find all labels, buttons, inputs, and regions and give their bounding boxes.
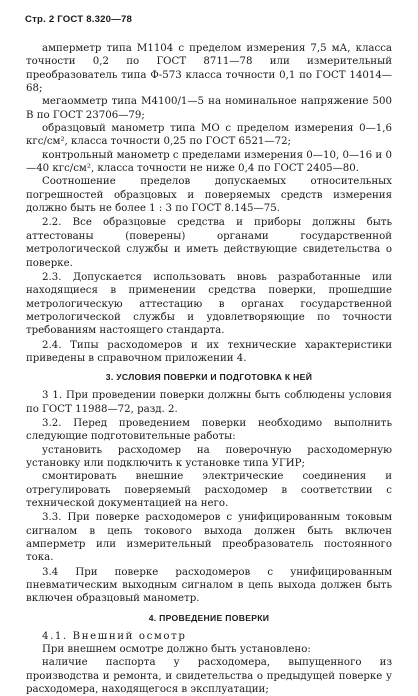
section-3-title: 3. УСЛОВИЯ ПОВЕРКИ И ПОДГОТОВКА К НЕЙ [105, 372, 313, 383]
document-page [25, 14, 392, 696]
paragraph-2-3: 2.3. Допускается использовать вновь разработанные или находящиеся в применении средства поверки, прошедшие метрологическую аттестацию в органах государственной метрологической службы и удовлетворяющие по точности требованиям настоящего стандарта. [26, 271, 392, 337]
subsection-4-1-title: 4.1. Внешний осмотр [42, 630, 187, 642]
paragraph-3-1: 3 1. При проведении поверки должны быть соблюдены условия по ГОСТ 11988—72, разд. 2. [26, 390, 392, 415]
paragraph-install-flowmeter: установить расходомер на поверочную расходомерную установку или подключить к установке типа УГИР; [26, 444, 392, 469]
paragraph-2-2: 2.2. Все образцовые средства и приборы должны быть аттестованы (поверены) органами государственной метрологической службы и иметь действующие свидетельства о поверке. [26, 217, 392, 269]
paragraph-megaohmmeter: мегаомметр типа М4100/1—5 на номинальное напряжение 500 В по ГОСТ 23706—79; [26, 96, 392, 121]
paragraph-control-manometer: контрольный манометр с пределами измерения 0—10, 0—16 и 0—40 кгс/см², класса точности не ниже 0,4 по ГОСТ 2405—80. [26, 149, 392, 175]
paragraph-3-4: 3.4 При поверке расходомеров с унифицированным пневматическим выходным сигналом в цепь выхода должен быть включен образцовый манометр. [26, 566, 392, 605]
paragraph-ammeter: амперметр типа М1104 с пределом измерения 7,5 мА, класса точности 0,2 по ГОСТ 8711—78 или измерительный преобразователь типа Ф-573 класса точности 0,1 по ГОСТ 14014—68; [26, 43, 392, 95]
paragraph-passport: наличие паспорта у расходомера, выпущенного из производства и ремонта, и свидетельства о предыдущей поверке у расходомера, находящегося в эксплуатации; [26, 657, 392, 696]
page-header: Стр. 2 ГОСТ 8.320—78 [25, 14, 133, 25]
paragraph-3-2: 3.2. Перед проведением поверки необходимо выполнить следующие подготовительные работы: [26, 417, 392, 443]
paragraph-error-ratio: Соотношение пределов допускаемых относительных погрешностей образцовых и поверяемых средств измерения должно быть не более 1 : 3 по ГОСТ 8.145—75. [26, 176, 392, 215]
paragraph-2-4: 2.4. Типы расходомеров и их технические характеристики приведены в справочном приложении 4. [26, 339, 392, 364]
paragraph-mount-connections: смонтировать внешние электрические соединения и отрегулировать поверяемый расходомер в соответствии с технической документацией на него. [26, 471, 392, 509]
paragraph-external-inspection: При внешнем осмотре должно быть установлено: [42, 644, 311, 656]
paragraph-reference-manometer: образцовый манометр типа МО с пределом измерения 0—1,6 кгс/см², класса точности 0,25 по ГОСТ 6521—72; [26, 123, 392, 148]
paragraph-3-3: 3.3. При поверке расходомеров с унифицированным токовым сигналом в цепь токового выхода должен быть включен амперметр или измерительный преобразователь постоянного тока. [26, 512, 392, 564]
section-4-title: 4. ПРОВЕДЕНИЕ ПОВЕРКИ [148, 612, 270, 623]
